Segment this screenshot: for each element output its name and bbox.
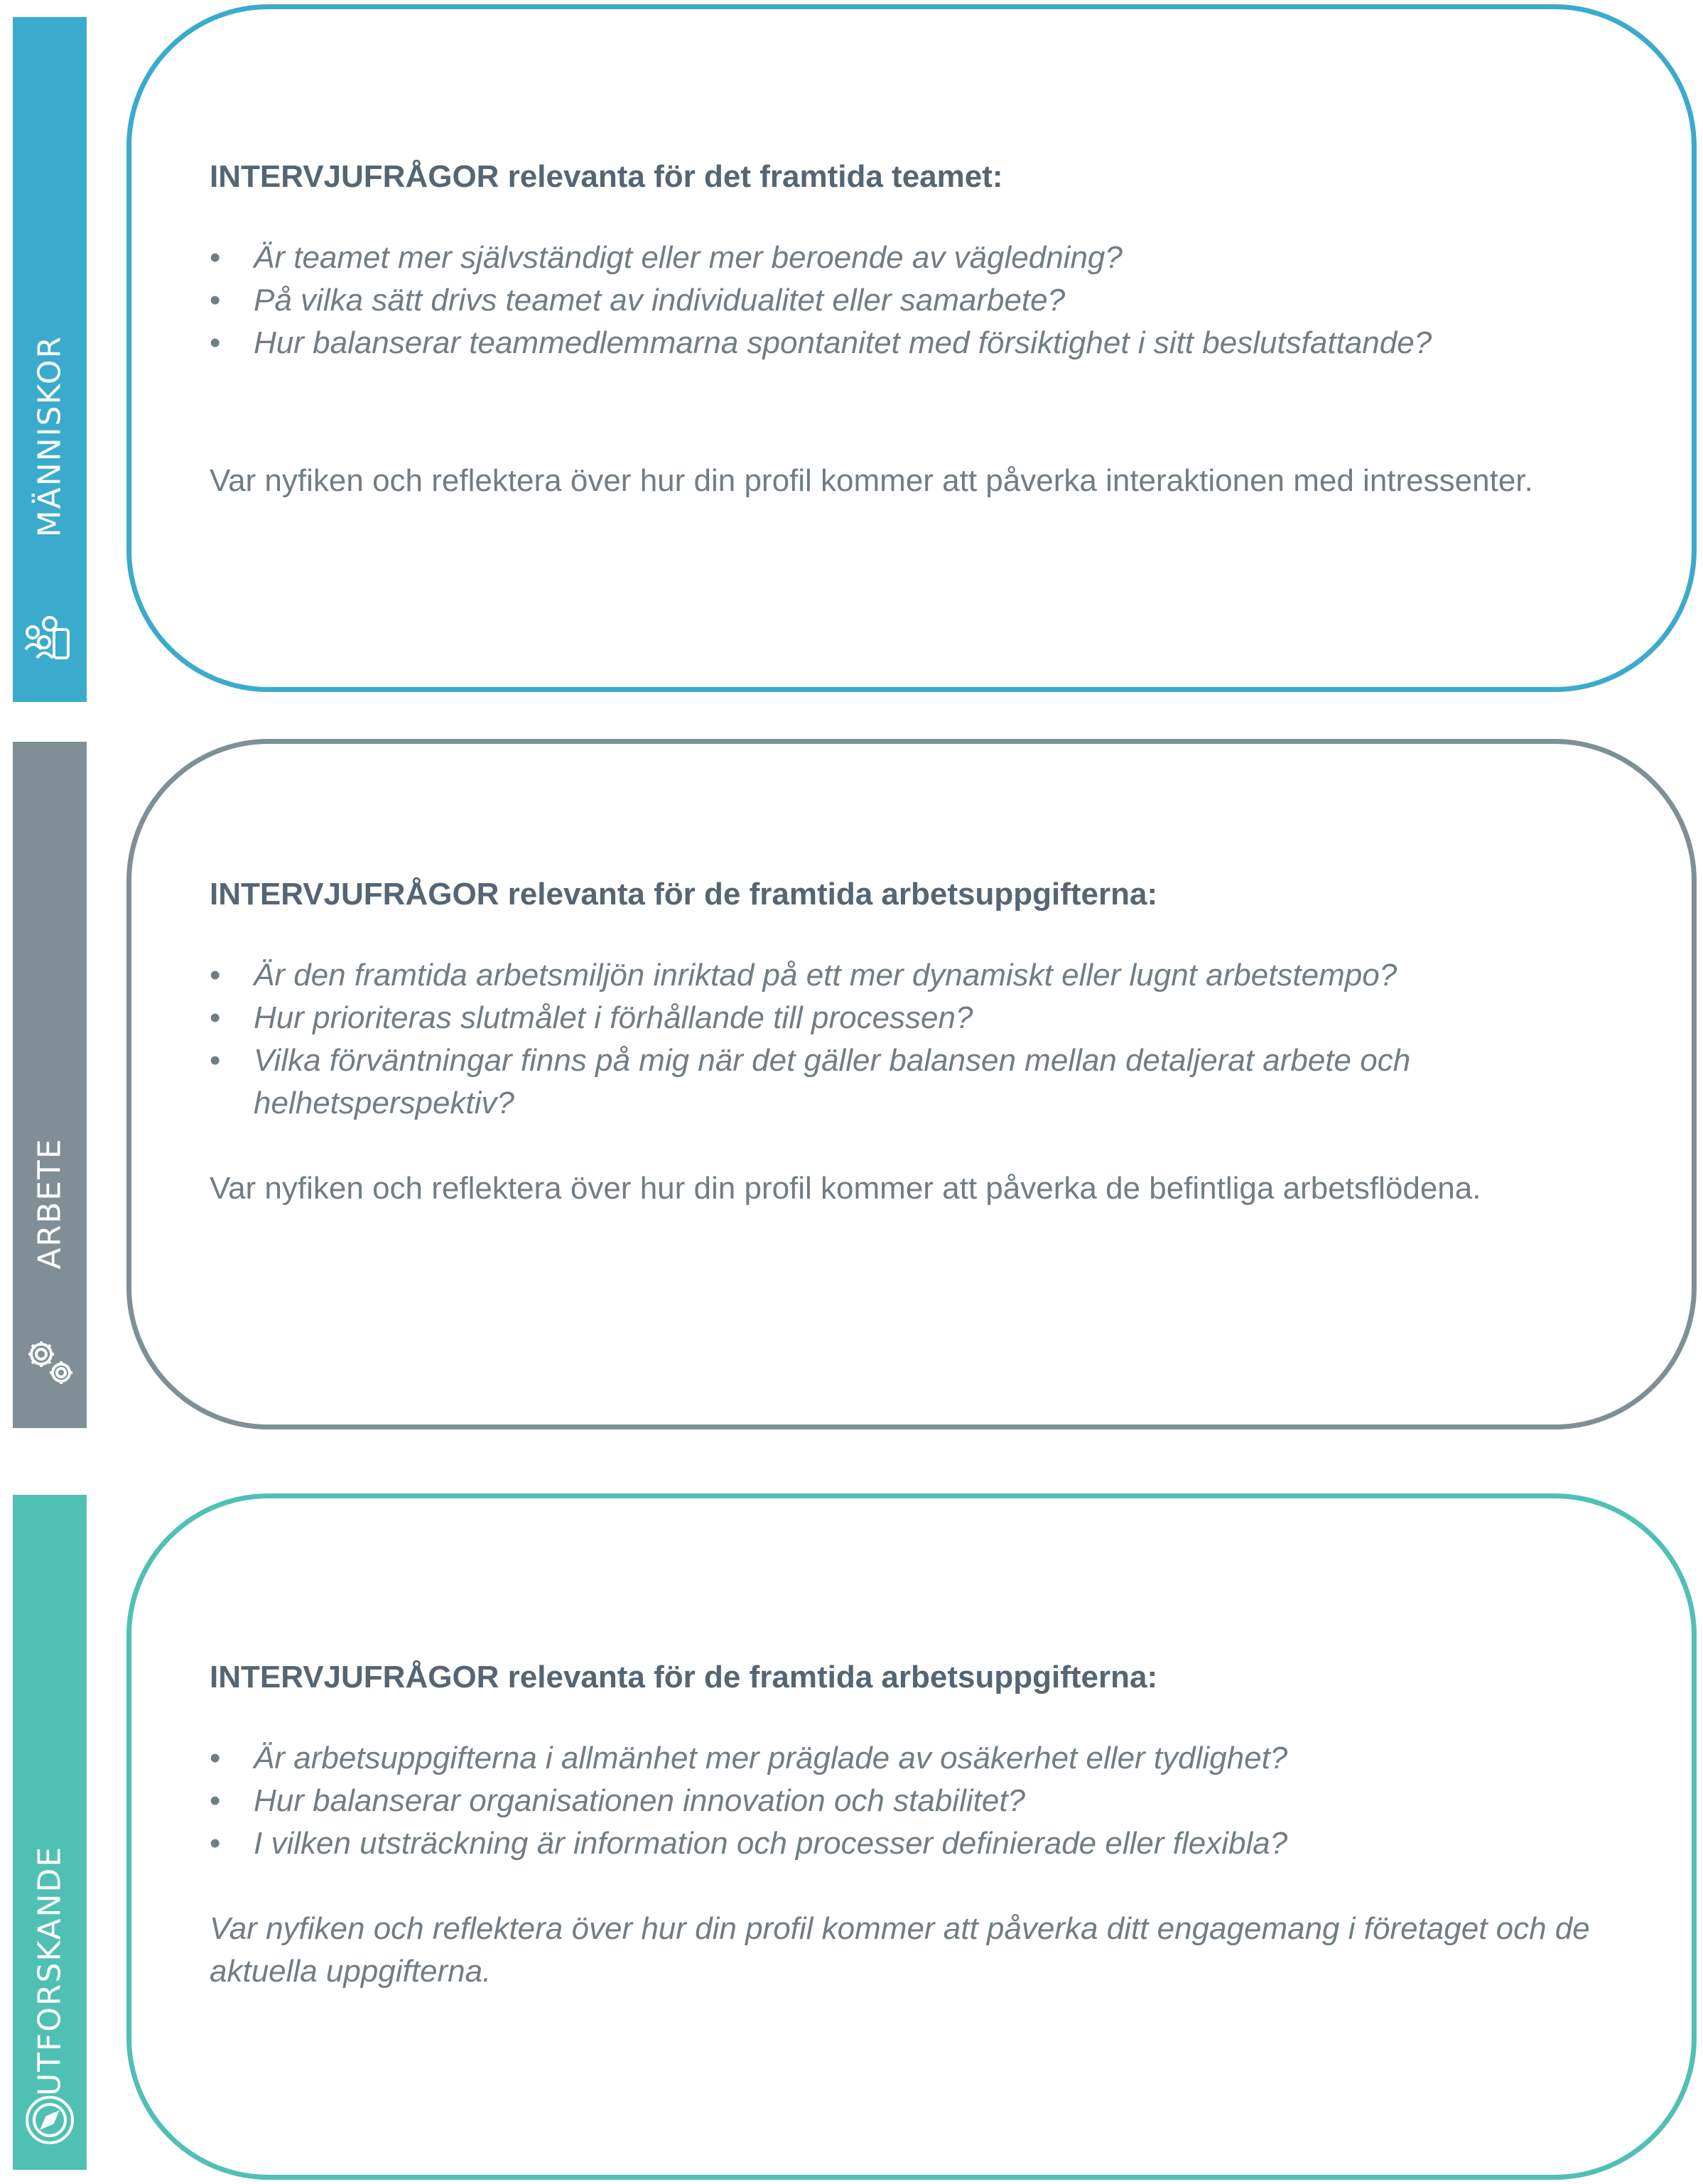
sidebar-manniskor — [13, 17, 87, 702]
card-manniskor — [126, 4, 1697, 692]
card-heading: INTERVJUFRÅGOR relevanta för de framtida arbetsuppgifterna: — [210, 1660, 1158, 1694]
sidebar-label: MÄNNISKOR — [31, 335, 68, 538]
question-list — [210, 237, 1606, 364]
list-item: • Hur balanserar organisationen innovation och stabilitet? — [210, 1780, 1606, 1822]
question-list — [210, 954, 1606, 1125]
compass-icon — [23, 2093, 77, 2147]
card-utforskande — [126, 1493, 1697, 2180]
question-list — [210, 1737, 1606, 1865]
list-item: • Är teamet mer självständigt eller mer beroende av vägledning? — [210, 237, 1606, 279]
reflection-text: Var nyfiken och reflektera över hur din profil kommer att påverka interaktionen med intressenter. — [210, 463, 1533, 498]
reflection-text: Var nyfiken och reflektera över hur din profil kommer att påverka de befintliga arbetsflödena. — [210, 1171, 1481, 1206]
list-item: • Hur prioriteras slutmålet i förhållande till processen? — [210, 997, 1606, 1039]
section-manniskor — [0, 0, 1703, 710]
reflection-text: Var nyfiken och reflektera över hur din profil kommer att påverka ditt engagemang i företaget och de aktuella uppgifterna. — [210, 1911, 1590, 1989]
people-icon — [23, 607, 77, 661]
list-item: • Är den framtida arbetsmiljön inriktad på ett mer dynamiskt eller lugnt arbetstempo? — [210, 954, 1606, 997]
list-item: • Hur balanserar teammedlemmarna spontanitet med försiktighet i sitt beslutsfattande? — [210, 322, 1606, 364]
list-item: • Är arbetsuppgifterna i allmänhet mer präglade av osäkerhet eller tydlighet? — [210, 1737, 1606, 1780]
section-utforskande — [0, 1485, 1703, 2184]
gears-icon — [23, 1334, 77, 1388]
list-item: • På vilka sätt drivs teamet av individualitet eller samarbete? — [210, 279, 1606, 322]
sidebar-arbete — [13, 742, 87, 1428]
sidebar-label: ARBETE — [31, 1137, 68, 1270]
card-heading: INTERVJUFRÅGOR relevanta för de framtida arbetsuppgifterna: — [210, 877, 1158, 912]
section-arbete — [0, 732, 1703, 1442]
sidebar-utforskande — [13, 1495, 87, 2170]
card-heading: INTERVJUFRÅGOR relevanta för det framtida teamet: — [210, 159, 1003, 194]
list-item: • I vilken utsträckning är information och processer definierade eller flexibla? — [210, 1822, 1606, 1865]
list-item: • Vilka förväntningar finns på mig när det gäller balansen mellan detaljerat arbete och helhetsperspektiv? — [210, 1039, 1606, 1125]
card-arbete — [126, 739, 1697, 1429]
sidebar-label: UTFORSKANDE — [31, 1845, 68, 2097]
